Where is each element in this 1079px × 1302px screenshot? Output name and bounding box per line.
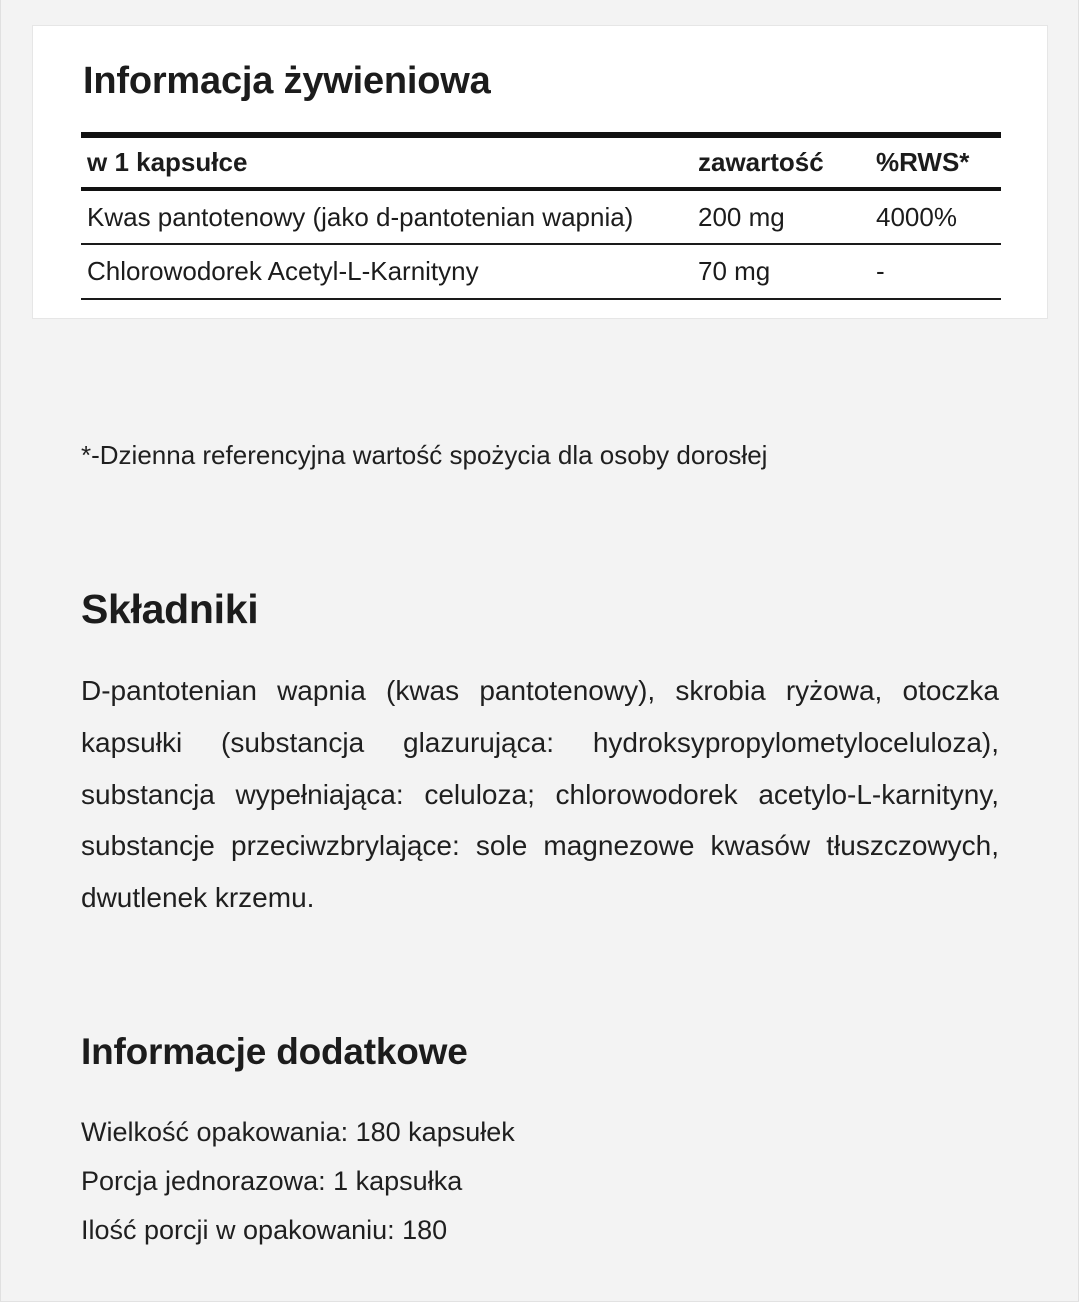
ingredients-heading: Składniki [81, 586, 259, 632]
additional-info-heading: Informacje dodatkowe [81, 1031, 468, 1072]
table-header [81, 135, 1001, 189]
nutrient-rws: - [867, 244, 1001, 298]
nutrient-name: Chlorowodorek Acetyl-L-Karnityny [81, 244, 689, 298]
nutrition-facts-table [81, 132, 1001, 300]
nutrient-amount: 200 mg [689, 189, 867, 244]
table-body [81, 189, 1001, 299]
column-header-rws: %RWS* [867, 135, 1001, 189]
list-item: Porcja jednorazowa: 1 kapsułka [81, 1166, 463, 1197]
page-title: Informacja żywieniowa [83, 60, 491, 102]
table-row [81, 244, 1001, 298]
nutrient-amount: 70 mg [689, 244, 867, 298]
nutrition-facts-card [32, 25, 1048, 319]
column-header-serving: w 1 kapsułce [81, 135, 689, 189]
nutrient-rws: 4000% [867, 189, 1001, 244]
additional-info-list [81, 1108, 941, 1255]
rws-footnote: *-Dzienna referencyjna wartość spożycia dla osoby dorosłej [81, 440, 768, 470]
table-header-row [81, 135, 1001, 189]
column-header-amount: zawartość [689, 135, 867, 189]
ingredients-text: D-pantotenian wapnia (kwas pantotenowy), skrobia ryżowa, otoczka kapsułki (substancja glazurująca: hydroksypropylometyloceluloza), substancja wypełniająca: celuloza; chlorowodorek acetylo-L-karnityny, substancje przeciwzbrylające: sole magnezowe kwasów tłuszczowych, dwutlenek krzemu. [81, 675, 999, 914]
nutrient-name: Kwas pantotenowy (jako d-pantotenian wapnia) [81, 189, 689, 244]
table-row [81, 189, 1001, 244]
list-item: Wielkość opakowania: 180 kapsułek [81, 1117, 515, 1147]
list-item: Ilość porcji w opakowaniu: 180 [81, 1215, 448, 1246]
